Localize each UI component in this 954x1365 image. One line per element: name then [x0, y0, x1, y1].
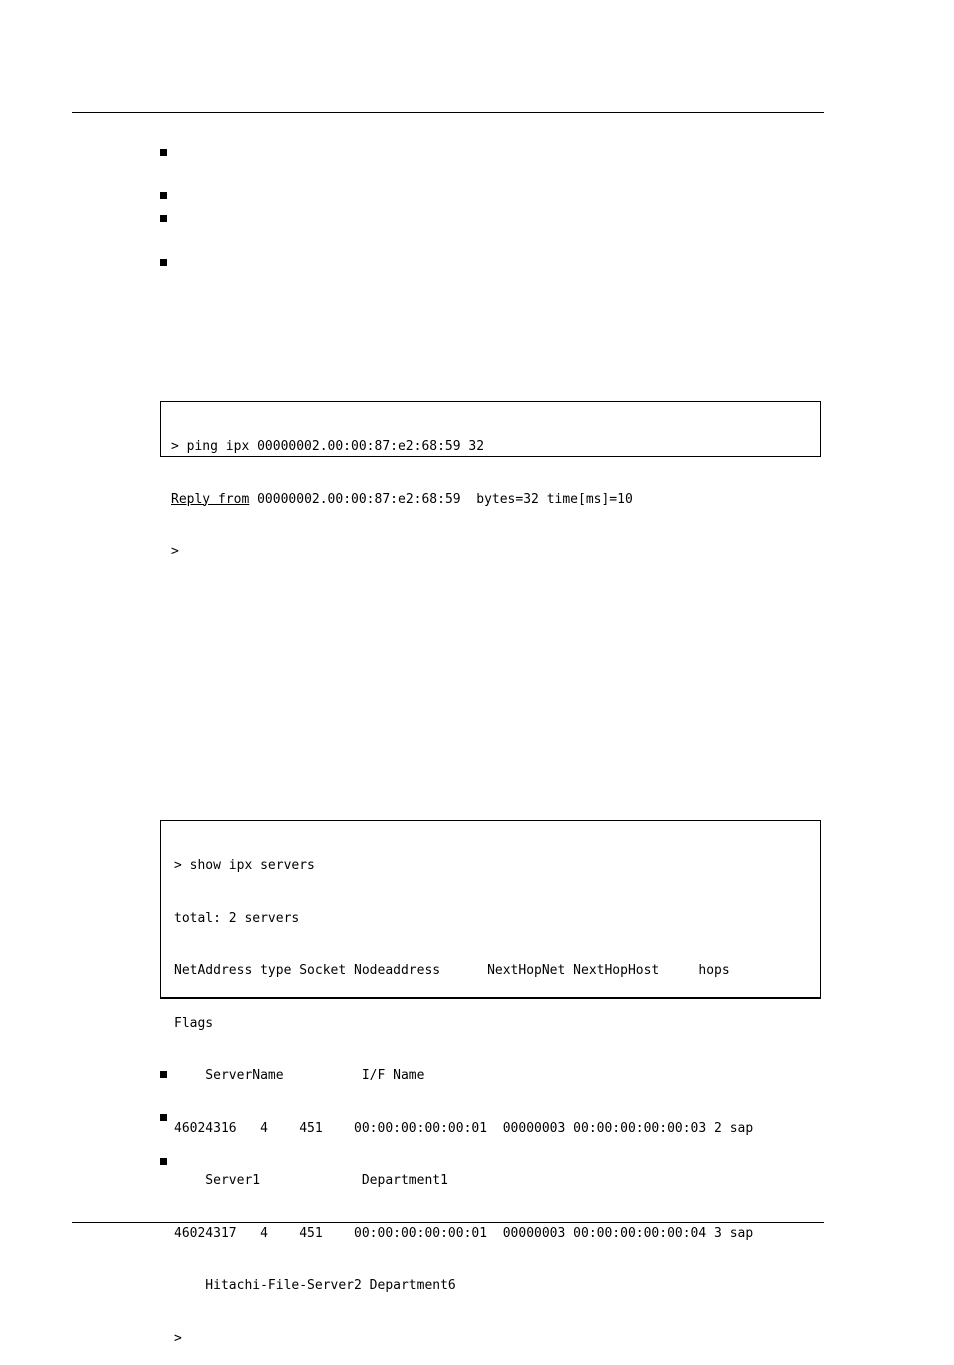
bullet-marker-icon [160, 215, 167, 222]
bullet-marker-icon [160, 1071, 167, 1078]
bullet-marker-icon [160, 1114, 167, 1121]
bullet-marker-icon [160, 192, 167, 199]
terminal-line: 46024317 4 451 00:00:00:00:00:01 00000003 00:00:00:00:00:04 3 sap [174, 1225, 754, 1241]
terminal-line: Server1 Department1 [174, 1173, 448, 1188]
reply-details: 00000002.00:00:87:e2:68:59 bytes=32 time[ms]=10 [249, 491, 633, 507]
terminal-line: Flags [174, 1015, 214, 1031]
terminal-line: Hitachi-File-Server2 Department6 [174, 1278, 456, 1293]
reply-from-label: Reply from [171, 491, 250, 507]
terminal-line [171, 491, 820, 509]
ping-terminal-box [160, 401, 821, 559]
terminal-line: > show ipx servers [174, 858, 315, 873]
terminal-line: 46024316 4 451 00:00:00:00:00:01 00000003 00:00:00:00:00:03 2 sap [174, 1120, 754, 1136]
terminal-line: NetAddress type Socket Nodeaddress NextHopNet NextHopHost hops [174, 963, 730, 978]
bullet-marker-icon [160, 149, 167, 156]
terminal-line: > ping ipx 00000002.00:00:87:e2:68:59 32 [171, 439, 485, 454]
terminal-prompt: > [174, 1330, 182, 1346]
bullet-marker-icon [160, 1158, 167, 1165]
servers-terminal-box [160, 820, 821, 1346]
header-rule [72, 112, 824, 113]
terminal-line: ServerName I/F Name [174, 1068, 425, 1083]
terminal-prompt: > [171, 544, 179, 559]
bullet-marker-icon [160, 259, 167, 266]
terminal-line: total: 2 servers [174, 910, 300, 926]
